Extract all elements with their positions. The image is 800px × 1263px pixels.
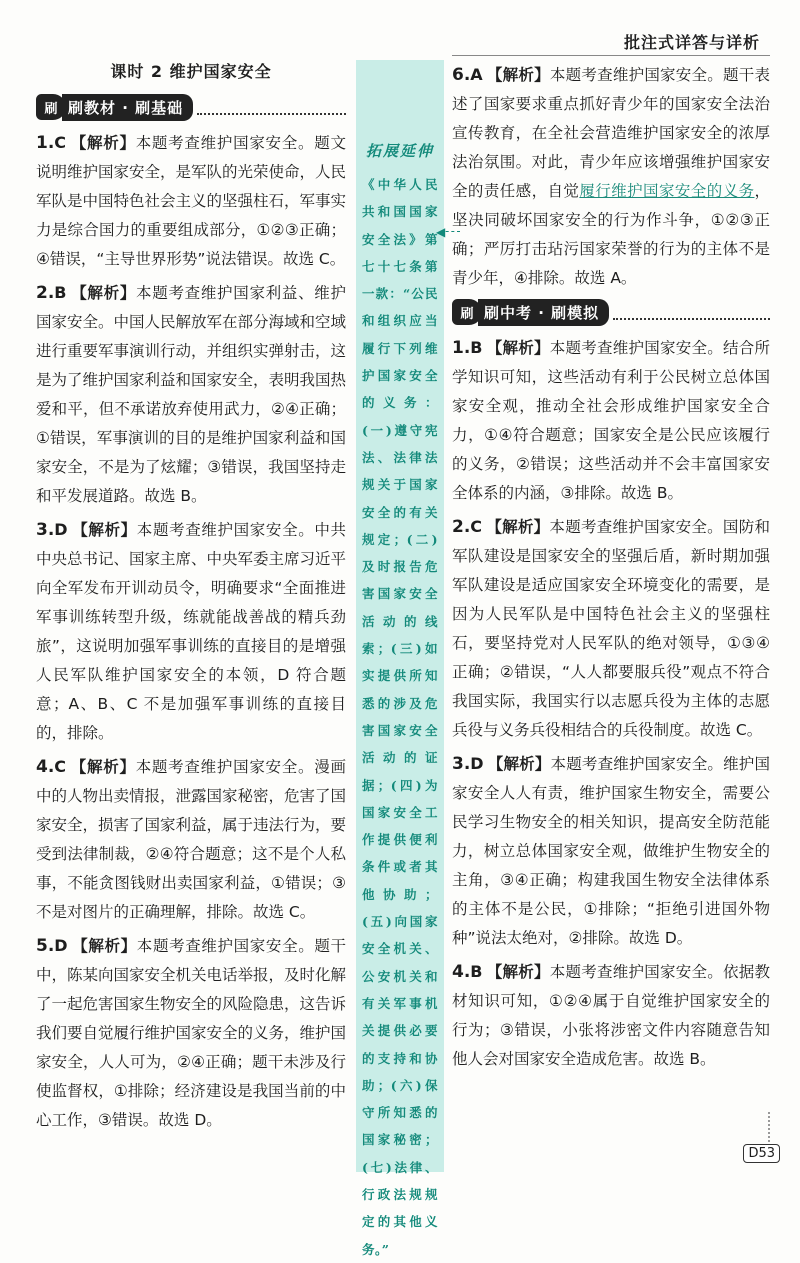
section-label-exam: 刷中考 · 刷模拟 xyxy=(478,299,609,326)
left-column xyxy=(36,60,346,1139)
item-number: 4. xyxy=(452,962,471,982)
item-text: 本题考查维护国家安全。中共中央总书记、国家主席、中央军委主席习近平向全军发布开训动员令，明确要求“全面推进军事训练转型升级，练就能战善战的精兵劲旅”，这说明加强军事训练的直接目的是增强人民军队维护国家安全的本领，D 符合题意；A、B、C 不是加强军事训练的直接目的，排除。 xyxy=(36,521,347,742)
section-banner-exam xyxy=(452,297,770,327)
connector-arrow-icon: ◀ xyxy=(436,225,446,239)
lesson-title: 课时 2 维护国家安全 xyxy=(110,62,272,81)
item-tag: 【解析】 xyxy=(486,339,550,357)
item-text: 本题考查维护国家安全。依据教材知识可知，①②④属于自觉维护国家安全的行为；③错误，小张将涉密文件内容随意告知他人会对国家安全造成危害。故选 B。 xyxy=(452,963,770,1068)
header-divider xyxy=(452,55,770,56)
page-edge-dots xyxy=(768,1112,792,1142)
item-answer: D xyxy=(54,520,68,539)
item-text: 本题考查维护国家安全。题干中，陈某向国家安全机关电话举报，及时化解了一起危害国家生物安全的风险隐患，这告诉我们要自觉履行维护国家安全的义务，维护国家安全，人人可为，②④正确；题干未涉及行使监督权，①排除；经济建设是我国当前的中心工作，③错误。故选 D。 xyxy=(36,937,347,1129)
item-answer: D xyxy=(54,936,68,955)
section-banner-basic xyxy=(36,92,346,122)
answer-item xyxy=(452,749,770,953)
answer-item xyxy=(36,515,346,748)
item-tag: 【解析】 xyxy=(71,937,137,955)
item-tag: 【解析】 xyxy=(486,963,550,981)
item-text: 本题考查维护国家安全。题文说明维护国家安全，是军队的光荣使命，人民军队是中国特色社会主义的坚强柱石，军事实力是综合国力的重要组成部分，①②③正确；④错误，“主导世界形势”说法错误。故选 C。 xyxy=(36,134,347,268)
section-label-basic: 刷教材 · 刷基础 xyxy=(62,94,193,121)
answer-item xyxy=(36,278,346,511)
banner-dotted-line xyxy=(613,304,770,320)
page-header-title: 批注式详答与详析 xyxy=(623,33,760,52)
brush-icon: 刷 xyxy=(36,94,66,120)
item-tag: 【解析】 xyxy=(487,755,551,773)
item-tag: 【解析】 xyxy=(71,521,137,539)
sidebar-title: 拓展延伸 xyxy=(365,142,434,160)
item-text: 本题考查维护国家安全。题干表述了国家要求重点抓好青少年的国家安全法治宣传教育，在全社会营造维护国家安全的浓厚法治氛围。对此，青少年应该增强维护国家安全的责任感，自觉 xyxy=(452,66,770,200)
item-number: 6. xyxy=(452,65,471,85)
highlighted-text: 履行维护国家安全的义务 xyxy=(579,182,755,200)
answer-item xyxy=(36,128,346,274)
item-answer: C xyxy=(54,757,67,776)
item-answer: B xyxy=(470,962,483,981)
answer-item xyxy=(452,333,770,508)
item-answer: B xyxy=(470,338,483,357)
page-number: D53 xyxy=(743,1144,780,1163)
answer-item xyxy=(36,931,346,1135)
item-text: 本题考查维护国家利益、维护国家安全。中国人民解放军在部分海域和空域进行重要军事演训行动，并组织实弹射击，这是为了维护国家利益和国家安全，表明我国热爱和平，但不承诺放弃使用武力，②④正确；①错误，军事演训的目的是维护国家利益和国家安全，不是为了炫耀；③错误，我国坚持走和平发展道路。故选 B。 xyxy=(36,284,347,505)
item-tag: 【解析】 xyxy=(70,758,136,776)
answer-item xyxy=(36,752,346,927)
sidebar-text: 《中华人民共和国国家安全法》第七十七条第一款：“公民和组织应当履行下列维护国家安全的义务：(一)遵守宪法、法律法规关于国家安全的有关规定；(二)及时报告危害国家安全活动的线索；(三)如实提供所知悉的涉及危害国家安全活动的证据；(四)为国家安全工作提供便利条件或者其他协助；(五)向国家安全机关、公安机关和有关军事机关提供必要的支持和协助；(六)保守所知悉的国家秘密；(七)法律、行政法规规定的其他义务。” xyxy=(362,177,438,1257)
item-answer: D xyxy=(470,754,484,773)
item-text: ，坚决同破坏国家安全的行为作斗争，①②③正确；严厉打击玷污国家荣誉的行为的主体不是青少年，④排除。故选 A。 xyxy=(452,182,770,287)
item-text: 本题考查维护国家安全。结合所学知识可知，这些活动有利于公民树立总体国家安全观，推动全社会形成维护国家安全合力，①④符合题意；国家安全是公民应该履行的义务，②错误；这些活动并不会丰富国家安全体系的内涵，③排除。故选 B。 xyxy=(452,339,770,502)
item-tag: 【解析】 xyxy=(486,518,550,536)
item-number: 5. xyxy=(36,936,55,956)
item-tag: 【解析】 xyxy=(70,134,136,152)
answer-item xyxy=(452,512,770,745)
item-number: 2. xyxy=(452,517,471,537)
item-tag: 【解析】 xyxy=(70,284,137,302)
item-number: 3. xyxy=(36,520,55,540)
item-number: 2. xyxy=(36,283,55,303)
item-number: 1. xyxy=(36,133,55,153)
item-text: 本题考查维护国家安全。漫画中的人物出卖情报，泄露国家秘密，危害了国家安全，损害了国家利益，属于违法行为，要受到法律制裁，②④符合题意；这不是个人私事，不能贪图钱财出卖国家利益，①错误；③不是对图片的正确理解，排除。故选 C。 xyxy=(36,758,347,921)
item-text: 本题考查维护国家安全。维护国家安全人人有责，维护国家生物安全，需要公民学习生物安全的相关知识，提高安全防范能力，树立总体国家安全观，做维护生物安全的主角，③④正确；构建我国生物安全法律体系的主体不是公民，①排除；“拒绝引进国外物种”说法太绝对，②排除。故选 D。 xyxy=(452,755,770,947)
item-number: 4. xyxy=(36,757,55,777)
item-answer: B xyxy=(54,283,67,302)
right-column xyxy=(452,60,770,1078)
brush-icon: 刷 xyxy=(452,299,482,325)
item-number: 1. xyxy=(452,338,471,358)
item-answer: C xyxy=(470,517,483,536)
answer-item xyxy=(452,957,770,1074)
item-answer: A xyxy=(470,65,483,84)
item-answer: C xyxy=(54,133,67,152)
item-tag: 【解析】 xyxy=(486,66,550,84)
extension-sidebar xyxy=(356,60,444,1257)
item-text: 本题考查维护国家安全。国防和军队建设是国家安全的坚强后盾，新时期加强军队建设是适应国家安全环境变化的需要，是因为人民军队是中国特色社会主义的坚强柱石，要坚持党对人民军队的绝对领导，①③④正确；②错误，“人人都要服兵役”观点不符合我国实际，我国实行以志愿兵役为主体的志愿兵役与义务兵役相结合的兵役制度。故选 C。 xyxy=(452,518,770,739)
banner-dotted-line xyxy=(197,99,346,115)
item-number: 3. xyxy=(452,754,471,774)
answer-item xyxy=(452,60,770,293)
